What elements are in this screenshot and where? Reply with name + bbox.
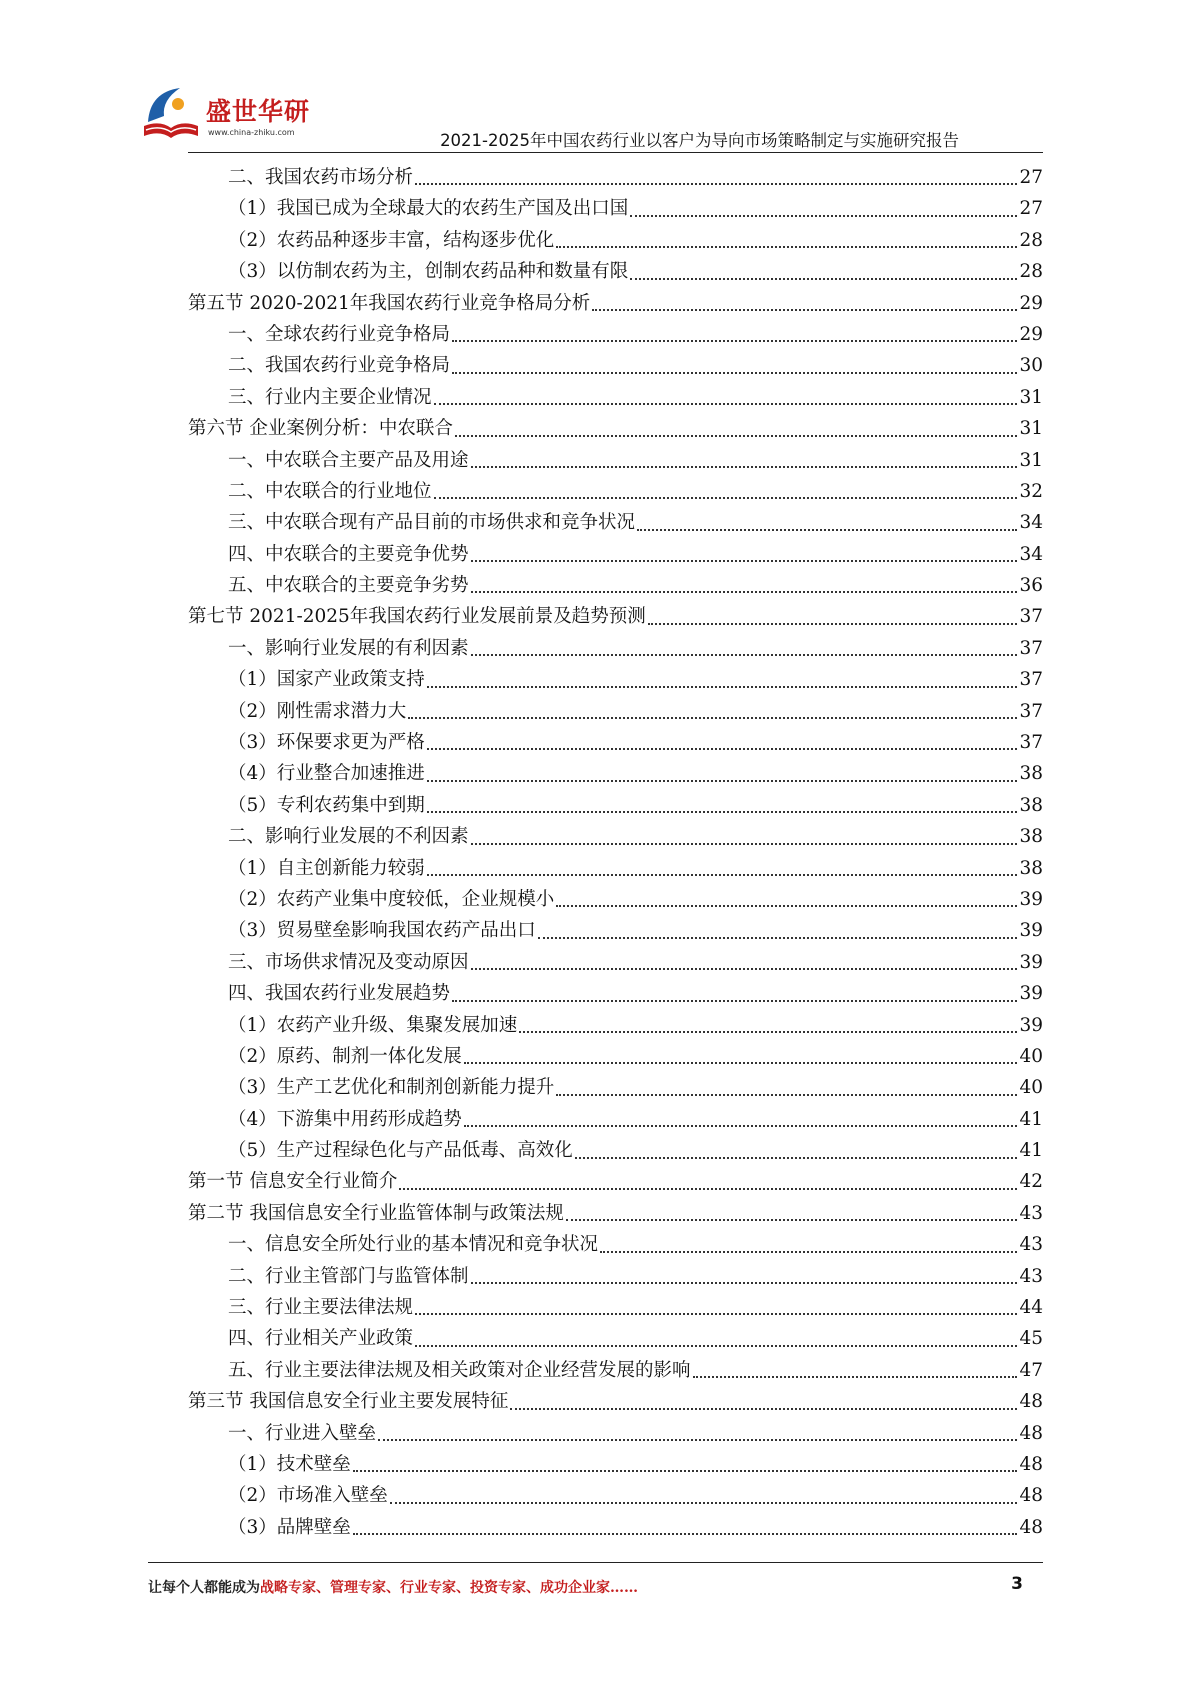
toc-dot-leader: [464, 1125, 1018, 1127]
toc-entry[interactable]: [188, 821, 1043, 852]
toc-entry-page: 28: [1019, 261, 1043, 283]
logo-name: 盛世华研: [206, 97, 311, 126]
toc-dot-leader: [538, 937, 1018, 939]
toc-entry-label: （1）我国已成为全球最大的农药生产国及出口国: [228, 198, 629, 220]
toc-entry-page: 37: [1019, 637, 1043, 659]
toc-entry-label: 二、我国农药市场分析: [228, 166, 414, 188]
toc-entry-page: 31: [1019, 418, 1043, 440]
toc-entry[interactable]: [188, 947, 1043, 978]
toc-dot-leader: [510, 1408, 1017, 1410]
toc-entry[interactable]: [188, 193, 1043, 224]
toc-entry-label: 二、中农联合的行业地位: [228, 480, 432, 502]
toc-entry-label: （2）刚性需求潜力大: [228, 700, 407, 722]
toc-entry[interactable]: [188, 1292, 1043, 1323]
toc-entry-label: 五、中农联合的主要竞争劣势: [228, 575, 469, 597]
toc-dot-leader: [415, 183, 1017, 185]
toc-entry[interactable]: [188, 1167, 1043, 1198]
toc-entry[interactable]: [188, 445, 1043, 476]
toc-dot-leader: [519, 1031, 1017, 1033]
toc-entry-label: 二、影响行业发展的不利因素: [228, 826, 469, 848]
toc-dot-leader: [693, 1376, 1018, 1378]
toc-entry-label: 第三节 我国信息安全行业主要发展特征: [188, 1391, 509, 1413]
toc-entry[interactable]: [188, 884, 1043, 915]
toc-entry[interactable]: [188, 539, 1043, 570]
toc-entry[interactable]: [188, 853, 1043, 884]
toc-dot-leader: [630, 215, 1017, 217]
toc-entry[interactable]: [188, 1480, 1043, 1511]
toc-dot-leader: [353, 1533, 1018, 1535]
toc-entry-page: 29: [1019, 292, 1043, 314]
toc-entry-page: 27: [1019, 198, 1043, 220]
toc-entry-label: 第五节 2020-2021年我国农药行业竞争格局分析: [188, 292, 591, 314]
toc-entry-label: （1）国家产业政策支持: [228, 669, 425, 691]
toc-entry-label: （2）市场准入壁垒: [228, 1485, 388, 1507]
toc-entry[interactable]: [188, 978, 1043, 1009]
toc-entry-page: 31: [1019, 386, 1043, 408]
toc-dot-leader: [452, 340, 1017, 342]
report-title: 2021-2025年中国农药行业以客户为导向市场策略制定与实施研究报告: [440, 131, 959, 150]
toc-entry-page: 48: [1019, 1454, 1043, 1475]
toc-dot-leader: [415, 1313, 1017, 1315]
toc-entry-label: 四、行业相关产业政策: [228, 1328, 414, 1350]
table-of-contents: [188, 162, 1043, 1543]
toc-dot-leader: [600, 1251, 1017, 1253]
toc-entry-page: 38: [1019, 826, 1043, 848]
toc-dot-leader: [452, 1000, 1017, 1002]
toc-entry-page: 40: [1019, 1045, 1043, 1067]
toc-entry-page: 37: [1019, 700, 1043, 722]
toc-entry-label: 一、全球农药行业竞争格局: [228, 323, 451, 345]
toc-entry[interactable]: [188, 696, 1043, 727]
toc-entry-label: （5）专利农药集中到期: [228, 794, 425, 816]
toc-entry-page: 42: [1019, 1171, 1043, 1193]
toc-entry-label: （1）农药产业升级、集聚发展加速: [228, 1014, 518, 1036]
toc-entry-label: 四、我国农药行业发展趋势: [228, 983, 451, 1005]
toc-entry-page: 45: [1019, 1328, 1043, 1350]
toc-entry[interactable]: [188, 1041, 1043, 1072]
toc-dot-leader: [471, 843, 1018, 845]
toc-entry-page: 38: [1019, 763, 1043, 785]
toc-entry[interactable]: [188, 225, 1043, 256]
toc-entry-label: 一、信息安全所处行业的基本情况和竞争状况: [228, 1234, 599, 1256]
toc-entry[interactable]: [188, 507, 1043, 538]
toc-dot-leader: [556, 1094, 1017, 1096]
toc-dot-leader: [471, 591, 1018, 593]
toc-entry-page: 48: [1019, 1485, 1043, 1507]
toc-entry-page: 41: [1019, 1108, 1043, 1130]
toc-dot-leader: [390, 1502, 1018, 1504]
toc-entry-page: 32: [1019, 480, 1043, 502]
toc-entry-page: 40: [1019, 1077, 1043, 1099]
toc-entry-label: （1）自主创新能力较弱: [228, 857, 425, 879]
toc-entry-label: （3）生产工艺优化和制剂创新能力提升: [228, 1077, 555, 1099]
toc-entry[interactable]: [188, 1072, 1043, 1103]
toc-dot-leader: [471, 654, 1018, 656]
toc-entry-page: 43: [1019, 1202, 1043, 1224]
toc-entry-label: （4）下游集中用药形成趋势: [228, 1108, 462, 1130]
toc-entry-label: 二、行业主管部门与监管体制: [228, 1265, 469, 1287]
toc-entry-page: 30: [1019, 355, 1043, 377]
toc-entry[interactable]: [188, 1198, 1043, 1229]
toc-entry-label: （2）农药品种逐步丰富，结构逐步优化: [228, 229, 555, 251]
logo-book-icon: [140, 82, 202, 148]
toc-entry-page: 39: [1019, 951, 1043, 973]
toc-dot-leader: [471, 968, 1018, 970]
toc-dot-leader: [415, 1345, 1017, 1347]
toc-entry-page: 43: [1019, 1234, 1043, 1256]
toc-dot-leader: [378, 1439, 1017, 1441]
toc-entry-label: （3）以仿制农药为主，创制农药品种和数量有限: [228, 261, 629, 283]
toc-entry-label: 第一节 信息安全行业简介: [188, 1171, 398, 1193]
toc-entry[interactable]: [188, 288, 1043, 319]
toc-dot-leader: [556, 246, 1017, 248]
toc-entry-page: 43: [1019, 1265, 1043, 1287]
toc-entry-label: （1）技术壁垒: [228, 1454, 351, 1475]
toc-entry-label: 第七节 2021-2025年我国农药行业发展前景及趋势预测: [188, 606, 646, 628]
toc-dot-leader: [434, 403, 1018, 405]
toc-entry[interactable]: [188, 1010, 1043, 1041]
toc-entry-page: 37: [1019, 606, 1043, 628]
toc-entry-label: 一、中农联合主要产品及用途: [228, 449, 469, 471]
toc-dot-leader: [556, 905, 1017, 907]
toc-entry[interactable]: [188, 790, 1043, 821]
toc-entry[interactable]: [188, 319, 1043, 350]
toc-entry-label: 三、行业主要法律法规: [228, 1297, 414, 1319]
toc-entry[interactable]: [188, 1355, 1043, 1386]
toc-entry-page: 38: [1019, 794, 1043, 816]
toc-dot-leader: [471, 1282, 1018, 1284]
toc-dot-leader: [637, 529, 1017, 531]
toc-entry-page: 28: [1019, 229, 1043, 251]
toc-dot-leader: [575, 1157, 1018, 1159]
toc-entry-page: 27: [1019, 166, 1043, 188]
toc-entry[interactable]: [188, 382, 1043, 413]
toc-dot-leader: [455, 435, 1018, 437]
toc-entry[interactable]: [188, 1104, 1043, 1135]
toc-entry-label: （2）农药产业集中度较低，企业规模小: [228, 888, 555, 910]
toc-dot-leader: [630, 278, 1017, 280]
toc-entry-label: （4）行业整合加速推进: [228, 763, 425, 785]
toc-entry-page: 38: [1019, 857, 1043, 879]
toc-entry-page: 48: [1019, 1391, 1043, 1413]
toc-entry-label: （3）品牌壁垒: [228, 1516, 351, 1538]
toc-entry-page: 29: [1019, 323, 1043, 345]
slogan-highlight: 战略专家、管理专家、行业专家、投资专家、成功企业家……: [260, 1580, 638, 1596]
toc-dot-leader: [427, 780, 1018, 782]
toc-entry-page: 34: [1019, 512, 1043, 534]
toc-entry-page: 37: [1019, 732, 1043, 754]
toc-dot-leader: [471, 560, 1018, 562]
toc-entry-page: 36: [1019, 575, 1043, 597]
toc-entry-page: 39: [1019, 920, 1043, 942]
toc-entry[interactable]: [188, 570, 1043, 601]
toc-dot-leader: [399, 1188, 1017, 1190]
page-number: 3: [1011, 1574, 1023, 1594]
toc-entry-label: 四、中农联合的主要竞争优势: [228, 543, 469, 565]
toc-entry-label: （3）贸易壁垒影响我国农药产品出口: [228, 920, 536, 942]
toc-dot-leader: [427, 748, 1018, 750]
toc-entry[interactable]: [188, 915, 1043, 946]
toc-entry-label: 第六节 企业案例分析：中农联合: [188, 418, 453, 440]
toc-entry-label: （5）生产过程绿色化与产品低毒、高效化: [228, 1140, 573, 1162]
toc-entry[interactable]: [188, 601, 1043, 632]
toc-entry-label: 一、行业进入壁垒: [228, 1422, 377, 1444]
toc-entry-page: 48: [1019, 1422, 1043, 1444]
toc-dot-leader: [353, 1470, 1018, 1472]
toc-entry[interactable]: [188, 1323, 1043, 1354]
toc-entry[interactable]: [188, 1512, 1043, 1543]
toc-entry-label: 一、影响行业发展的有利因素: [228, 637, 469, 659]
toc-dot-leader: [427, 874, 1018, 876]
company-logo: [140, 82, 320, 148]
toc-entry[interactable]: [188, 727, 1043, 758]
toc-entry[interactable]: [188, 1449, 1043, 1480]
footer-slogan: [148, 1577, 638, 1597]
header-divider: [188, 152, 1043, 153]
toc-entry-label: （3）环保要求更为严格: [228, 732, 425, 754]
toc-entry-page: 39: [1019, 888, 1043, 910]
toc-entry-page: 34: [1019, 543, 1043, 565]
toc-entry-label: （2）原药、制剂一体化发展: [228, 1045, 462, 1067]
toc-entry-page: 37: [1019, 669, 1043, 691]
toc-entry[interactable]: [188, 350, 1043, 381]
toc-entry-label: 三、中农联合现有产品目前的市场供求和竞争状况: [228, 512, 636, 534]
toc-entry[interactable]: [188, 664, 1043, 695]
toc-dot-leader: [452, 372, 1017, 374]
toc-entry-page: 48: [1019, 1516, 1043, 1538]
toc-entry[interactable]: [188, 1418, 1043, 1449]
toc-entry[interactable]: [188, 758, 1043, 789]
toc-entry[interactable]: [188, 476, 1043, 507]
toc-entry-label: 第二节 我国信息安全行业监管体制与政策法规: [188, 1202, 564, 1224]
toc-dot-leader: [408, 717, 1017, 719]
toc-entry-label: 三、行业内主要企业情况: [228, 386, 432, 408]
toc-dot-leader: [471, 466, 1018, 468]
toc-entry-page: 39: [1019, 1014, 1043, 1036]
toc-entry[interactable]: [188, 1386, 1043, 1417]
toc-entry[interactable]: [188, 413, 1043, 444]
slogan-prefix: 让每个人都能成为: [148, 1580, 260, 1596]
toc-entry-page: 44: [1019, 1297, 1043, 1319]
toc-entry-label: 五、行业主要法律法规及相关政策对企业经营发展的影响: [228, 1359, 691, 1381]
toc-entry-page: 41: [1019, 1140, 1043, 1162]
toc-entry-page: 31: [1019, 449, 1043, 471]
toc-dot-leader: [427, 811, 1018, 813]
toc-dot-leader: [566, 1219, 1018, 1221]
toc-entry[interactable]: [188, 162, 1043, 193]
toc-entry[interactable]: [188, 1229, 1043, 1260]
toc-entry[interactable]: [188, 1135, 1043, 1166]
toc-dot-leader: [434, 497, 1018, 499]
toc-dot-leader: [464, 1062, 1018, 1064]
toc-entry-page: 39: [1019, 983, 1043, 1005]
toc-dot-leader: [427, 686, 1018, 688]
toc-entry[interactable]: [188, 1261, 1043, 1292]
toc-entry-label: 三、市场供求情况及变动原因: [228, 951, 469, 973]
logo-url: www.china-zhiku.com: [208, 128, 295, 137]
toc-dot-leader: [592, 309, 1017, 311]
toc-entry-label: 二、我国农药行业竞争格局: [228, 355, 451, 377]
toc-entry[interactable]: [188, 256, 1043, 287]
toc-entry[interactable]: [188, 633, 1043, 664]
toc-dot-leader: [648, 623, 1018, 625]
footer-divider: [148, 1562, 1043, 1563]
toc-entry-page: 47: [1019, 1359, 1043, 1381]
